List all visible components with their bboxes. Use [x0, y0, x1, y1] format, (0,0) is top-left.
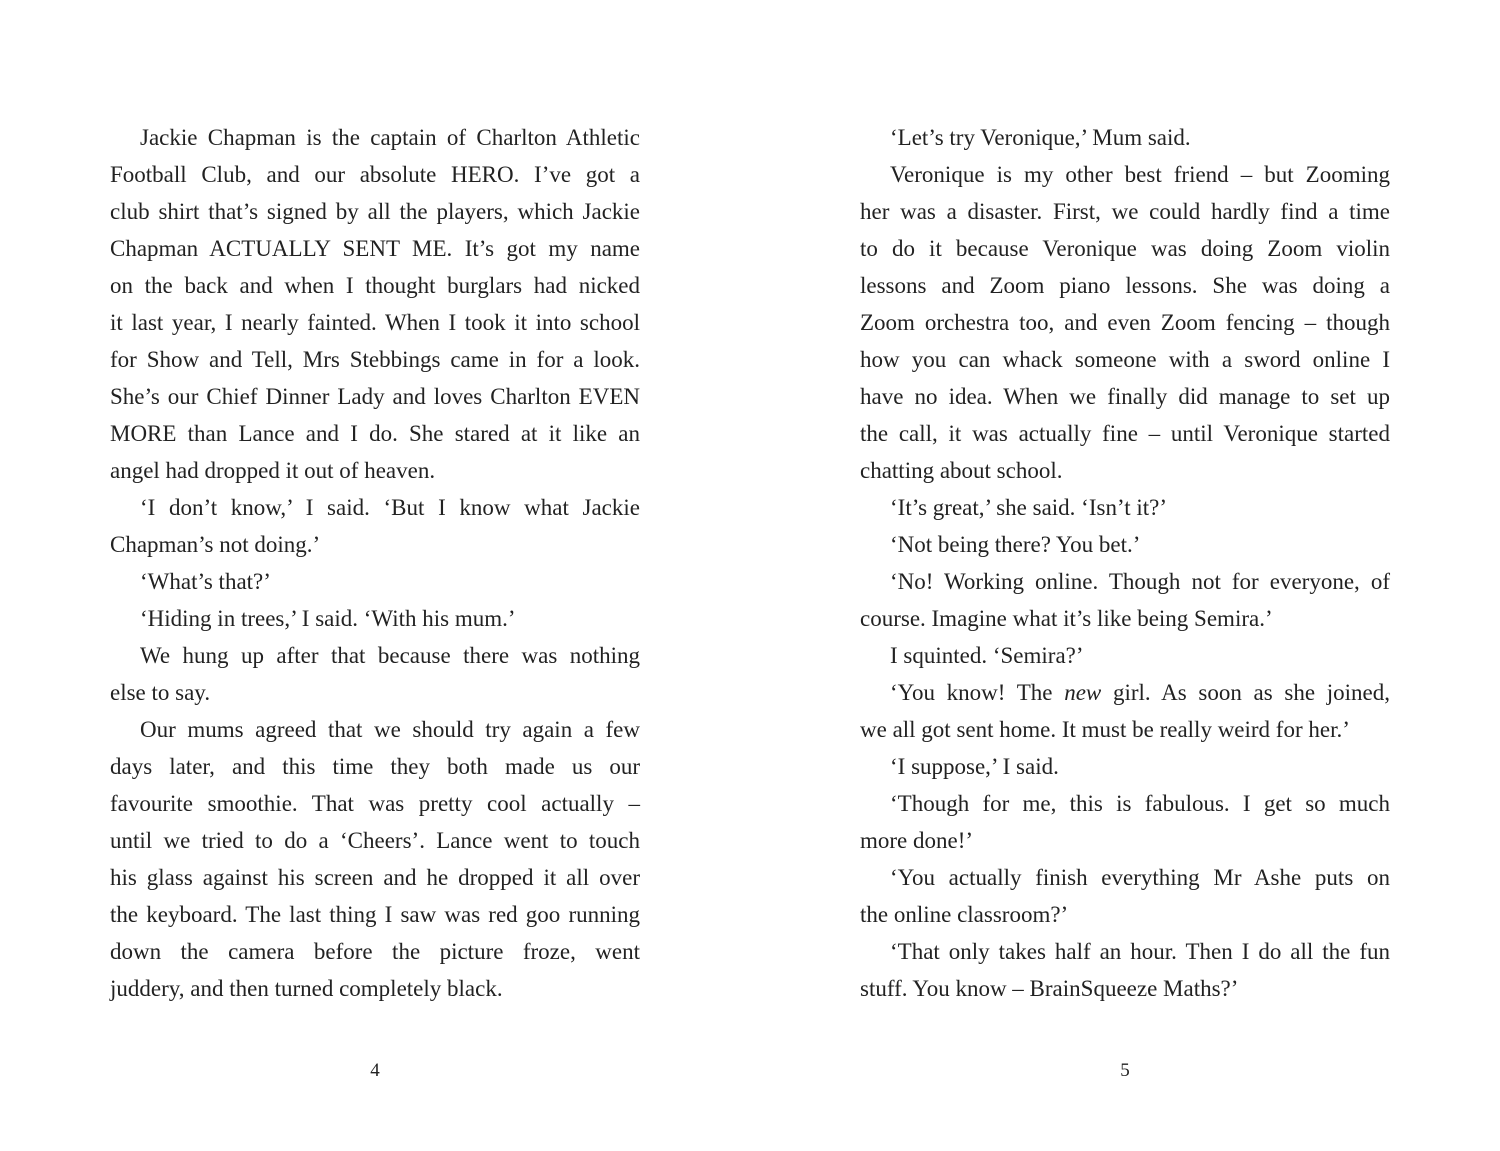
text-line: Chapman ACTUALLY SENT ME. It’s got my name	[110, 236, 640, 261]
text-line: I squinted. ‘Semira?’	[890, 643, 1084, 668]
text-line: ‘I don’t know,’ I said. ‘But I know what Jackie	[140, 495, 640, 520]
right-page-text	[860, 119, 1390, 1007]
text-line: ‘I suppose,’ I said.	[890, 754, 1059, 779]
text-line: chatting about school.	[860, 458, 1063, 483]
text-line: Chapman’s not doing.’	[110, 532, 321, 557]
text-line: ‘Let’s try Veronique,’ Mum said.	[890, 125, 1191, 150]
text-line: we all got sent home. It must be really weird for her.’	[860, 717, 1350, 742]
text-line: have no idea. When we finally did manage to set up	[860, 384, 1390, 409]
text-line: juddery, and then turned completely black.	[110, 976, 503, 1001]
text-line: to do it because Veronique was doing Zoom violin	[860, 236, 1390, 261]
text-line: more done!’	[860, 828, 974, 853]
text-line: course. Imagine what it’s like being Semira.’	[860, 606, 1273, 631]
text-line: down the camera before the picture froze, went	[110, 939, 640, 964]
text-line: her was a disaster. First, we could hardly find a time	[860, 199, 1390, 224]
text-line: else to say.	[110, 680, 211, 705]
italic-word: new	[1064, 680, 1102, 705]
text-segment: ‘You know! The	[890, 680, 1065, 705]
text-line: We hung up after that because there was nothing	[140, 643, 640, 668]
text-line: days later, and this time they both made us our	[110, 754, 640, 779]
text-line: favourite smoothie. That was pretty cool actually –	[110, 791, 640, 816]
text-line: ‘You actually finish everything Mr Ashe puts on	[890, 865, 1390, 890]
text-line: MORE than Lance and I do. She stared at it like an	[110, 421, 640, 446]
text-line: ‘No! Working online. Though not for everyone, of	[890, 569, 1390, 594]
text-line: ‘What’s that?’	[140, 569, 271, 594]
page-number-right: 5	[1120, 1060, 1130, 1081]
text-line: Our mums agreed that we should try again a few	[140, 717, 640, 742]
page-number-left: 4	[370, 1060, 380, 1081]
text-line: She’s our Chief Dinner Lady and loves Charlton EVEN	[110, 384, 640, 409]
text-line: angel had dropped it out of heaven.	[110, 458, 436, 483]
text-line: on the back and when I thought burglars had nicked	[110, 273, 640, 298]
text-line: Jackie Chapman is the captain of Charlton Athletic	[140, 125, 640, 150]
text-line: ‘It’s great,’ she said. ‘Isn’t it?’	[890, 495, 1167, 520]
text-line: until we tried to do a ‘Cheers’. Lance went to touch	[110, 828, 640, 853]
text-line: Zoom orchestra too, and even Zoom fencing – though	[860, 310, 1390, 335]
text-line	[860, 674, 1390, 711]
text-line: ‘Hiding in trees,’ I said. ‘With his mum.’	[140, 606, 516, 631]
text-line: his glass against his screen and he dropped it all over	[110, 865, 640, 890]
left-page-text	[110, 119, 640, 1007]
text-line: the keyboard. The last thing I saw was red goo running	[110, 902, 640, 927]
text-line: ‘Not being there? You bet.’	[890, 532, 1141, 557]
text-segment: girl. As soon as she joined,	[1101, 680, 1390, 705]
text-line: for Show and Tell, Mrs Stebbings came in for a look.	[110, 347, 640, 372]
text-line: stuff. You know – BrainSqueeze Maths?’	[860, 976, 1239, 1001]
text-line: ‘That only takes half an hour. Then I do all the fun	[890, 939, 1390, 964]
text-line: Football Club, and our absolute HERO. I’ve got a	[110, 162, 640, 187]
text-line: Veronique is my other best friend – but Zooming	[890, 162, 1390, 187]
text-line: how you can whack someone with a sword online I	[860, 347, 1390, 372]
text-line: it last year, I nearly fainted. When I took it into school	[110, 310, 640, 335]
text-line: club shirt that’s signed by all the players, which Jackie	[110, 199, 640, 224]
text-line: the call, it was actually fine – until Veronique started	[860, 421, 1390, 446]
text-line: ‘Though for me, this is fabulous. I get so much	[890, 791, 1390, 816]
text-line: lessons and Zoom piano lessons. She was doing a	[860, 273, 1390, 298]
text-line: the online classroom?’	[860, 902, 1069, 927]
